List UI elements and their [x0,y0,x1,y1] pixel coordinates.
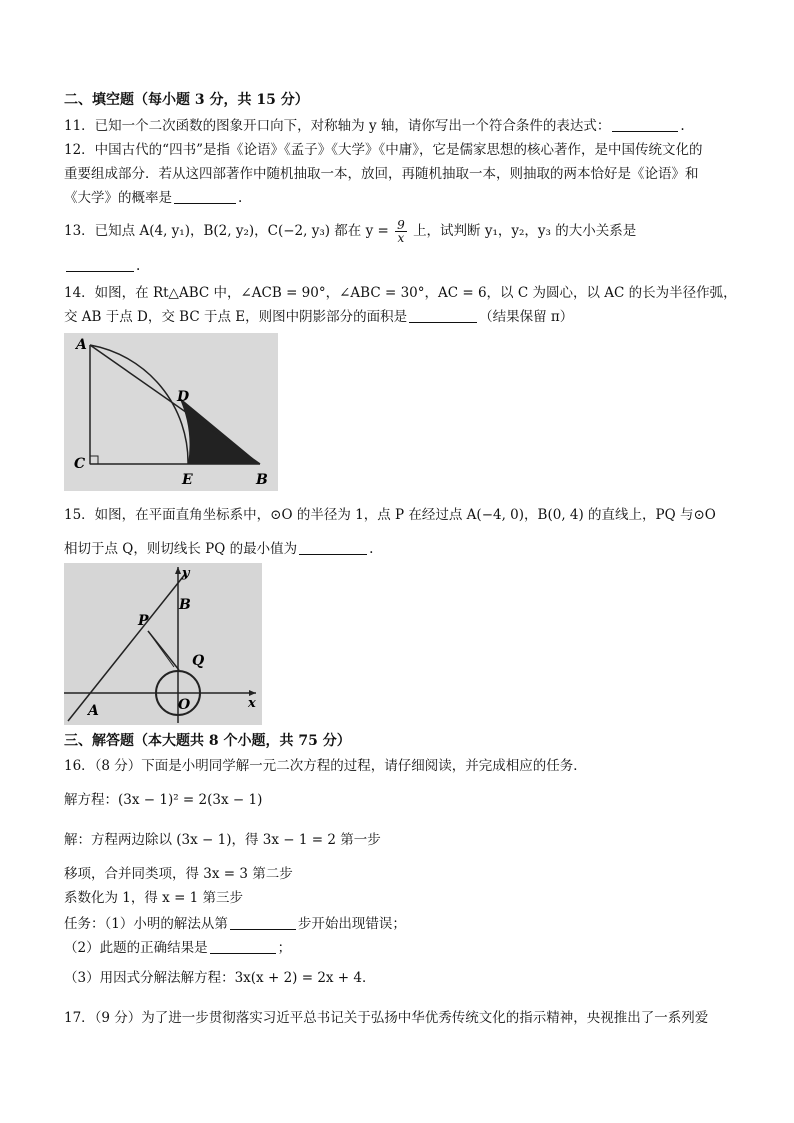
question-12-line-2: 重要组成部分．若从这四部著作中随机抽取一本，放回，再随机抽取一本，则抽取的两本恰好是《论语》和 [64,166,699,182]
task-2-text-a: （2）此题的正确结果是 [64,940,208,956]
question-14-text: 交 AB 于点 D，交 BC 于点 E，则图中阴影部分的面积是 [64,309,408,325]
label-e: E [182,472,193,488]
question-16-task-1 [64,914,406,934]
period: . [136,258,141,274]
period: . [238,190,243,206]
question-12-line-3 [64,188,242,208]
label-p: P [138,613,149,629]
question-11 [64,116,685,136]
task-1-text-b: 步开始出现错误； [297,916,406,932]
answer-blank [174,189,236,204]
fraction [395,219,407,244]
question-16-task-2 [64,938,291,958]
question-16-step-1: 解：方程两边除以 (3x − 1)，得 3x − 1 = 2 第一步 [64,832,381,848]
question-13-text-a: 13．已知点 A(4, y₁)，B(2, y₂)，C(−2, y₃) 都在 y = [64,223,389,239]
answer-blank [612,117,678,132]
question-16-equation: 解方程：(3x − 1)² = 2(3x − 1) [64,792,263,808]
period: . [680,118,685,134]
question-11-text: 11．已知一个二次函数的图象开口向下，对称轴为 y 轴，请你写出一个符合条件的表达式： [64,118,611,134]
question-15-line-1: 15．如图，在平面直角坐标系中，⊙O 的半径为 1，点 P 在经过点 A(−4, 0)，B(0, 4) 的直线上，PQ 与⊙O [64,507,716,523]
fraction-denominator: x [397,231,405,245]
question-15-figure [64,563,262,725]
question-14-figure [64,333,278,491]
figure-background [64,563,262,725]
coordinate-diagram [64,563,262,725]
question-13-text-b: 上，试判断 y₁，y₂，y₃ 的大小关系是 [413,223,637,239]
fraction-numerator: 9 [397,218,405,232]
question-13-answer-line [64,256,140,276]
label-d: D [177,389,190,405]
answer-blank [299,540,367,555]
label-b: B [256,472,268,488]
figure-background [64,333,278,491]
question-16-intro: 16．（8 分）下面是小明同学解一元二次方程的过程，请仔细阅读，并完成相应的任务． [64,758,587,774]
section-3-title: 三、解答题（本大题共 8 个小题，共 75 分） [64,733,351,749]
question-16-step-2: 移项，合并同类项，得 3x = 3 第二步 [64,866,293,882]
label-b: B [179,597,191,613]
label-y: y [182,566,190,581]
question-17-intro: 17．（9 分）为了进一步贯彻落实习近平总书记关于弘扬中华优秀传统文化的指示精神，央视推出了一系列爱 [64,1010,709,1026]
question-14-line-1: 14．如图，在 Rt△ABC 中，∠ACB = 90°，∠ABC = 30°，AC = 6，以 C 为圆心，以 AC 的长为半径作弧， [64,285,737,301]
question-16-step-3: 系数化为 1，得 x = 1 第三步 [64,890,244,906]
question-13 [64,216,636,246]
question-12-text: 《大学》的概率是 [64,190,172,206]
label-q: Q [192,653,205,669]
question-15-line-2 [64,539,373,559]
label-o: O [178,697,191,713]
answer-blank [409,308,477,323]
answer-blank [230,915,296,930]
triangle-arc-diagram [64,333,278,491]
label-a: A [76,337,87,353]
task-2-text-b: ； [277,940,292,956]
label-a: A [88,703,99,719]
question-15-text: 相切于点 Q，则切线长 PQ 的最小值为 [64,541,298,557]
label-x: x [248,696,256,711]
period: . [369,541,374,557]
label-c: C [74,456,86,472]
answer-blank [210,939,276,954]
answer-blank [66,257,134,272]
task-1-text-a: 任务：（1）小明的解法从第 [64,916,228,932]
question-16-task-3: （3）用因式分解法解方程：3x(x + 2) = 2x + 4． [64,970,376,986]
question-12-line-1: 12．中国古代的“四书”是指《论语》《孟子》《大学》《中庸》，它是儒家思想的核心著作，是中国传统文化的 [64,142,703,158]
section-2-title: 二、填空题（每小题 3 分，共 15 分） [64,92,309,108]
question-14-line-2 [64,307,573,327]
question-14-note: （结果保留 π） [479,309,574,325]
